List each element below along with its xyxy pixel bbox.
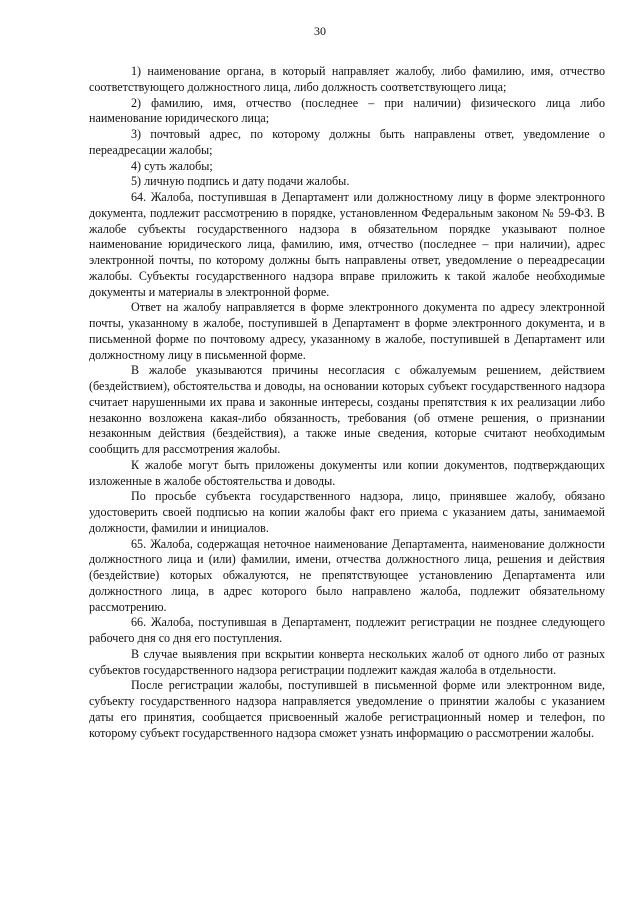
page-number: 30 <box>314 24 326 38</box>
paragraph-complaint-reasons: В жалобе указываются причины несогласия с обжалуемым решением, действием (бездействием), обстоятельства и доводы, на основании которых субъект государственного надзора считает нарушенными их права и законные интересы, созданы препятствия к их реализации либо незаконно возложена какая-либо обязанность, требования (об отмене решения, о признании незаконным действия (бездействия), а также иные сведения, которые считают необходимым сообщить для рассмотрения жалобы. <box>89 363 605 456</box>
paragraph-registration-notice: После регистрации жалобы, поступившей в письменной форме или электронном виде, субъекту государственного надзора направляется уведомление о принятии жалобы с указанием даты его принятия, сообщается присвоенный жалобе регистрационный номер и телефон, по которому субъект государственного надзора сможет узнать информацию о рассмотрении жалобы. <box>89 678 605 740</box>
paragraph-item-5: 5) личную подпись и дату подачи жалобы. <box>131 174 350 189</box>
document-body <box>89 64 605 741</box>
paragraph-receipt-certification: По просьбе субъекта государственного надзора, лицо, принявшее жалобу, обязано удостоверить своей подписью на копии жалобы факт его приема с указанием даты, занимаемой должности, фамилии и инициалов. <box>89 489 605 535</box>
paragraph-clause-64: 64. Жалоба, поступившая в Департамент или должностному лицу в форме электронного документа, подлежит рассмотрению в порядке, установленном Федеральным законом № 59-ФЗ. В жалобе субъекты государственного надзора в обязательном порядке указывают полное наименование юридического лица, фамилию, имя, отчество (последнее – при наличии), адрес электронной почты, по которому должны быть направлены ответ, уведомление о переадресации жалобы. Субъекты государственного надзора вправе приложить к такой жалобе необходимые документы и материалы в электронной форме. <box>89 190 605 299</box>
paragraph-clause-66: 66. Жалоба, поступившая в Департамент, подлежит регистрации не позднее следующего рабочего дня со дня его поступления. <box>89 615 605 645</box>
paragraph-response-method: Ответ на жалобу направляется в форме электронного документа по адресу электронной почты, указанному в жалобе, поступившей в Департамент в форме электронного документа, и в письменной форме по почтовому адресу, указанному в жалобе, поступившей в Департамент или должностному лицу в письменной форме. <box>89 300 605 362</box>
paragraph-attachments: К жалобе могут быть приложены документы или копии документов, подтверждающих изложенные в жалобе обстоятельства и доводы. <box>89 457 605 488</box>
paragraph-clause-65: 65. Жалоба, содержащая неточное наименование Департамента, наименование должности должностного лица и (или) фамилии, имени, отчества должностного лица, решения и действия (бездействие) которых обжалуются, не препятствующее установлению Департамента или должностного лица, в адрес которого было направлено жалоба, подлежит обязательному рассмотрению. <box>89 536 605 614</box>
paragraph-item-1: 1) наименование органа, в который направляет жалобу, либо фамилию, имя, отчество соответствующего должностного лица, либо должность соответствующего лица; <box>89 64 605 94</box>
paragraph-item-3: 3) почтовый адрес, по которому должны быть направлены ответ, уведомление о переадресации жалобы; <box>89 127 605 157</box>
paragraph-multiple-complaints: В случае выявления при вскрытии конверта нескольких жалоб от одного либо от разных субъектов государственного надзора регистрации подлежит каждая жалоба в отдельности. <box>89 646 605 677</box>
paragraph-item-2: 2) фамилию, имя, отчество (последнее – при наличии) физического лица либо наименование юридического лица; <box>89 95 605 126</box>
paragraph-item-4: 4) суть жалобы; <box>131 158 213 173</box>
